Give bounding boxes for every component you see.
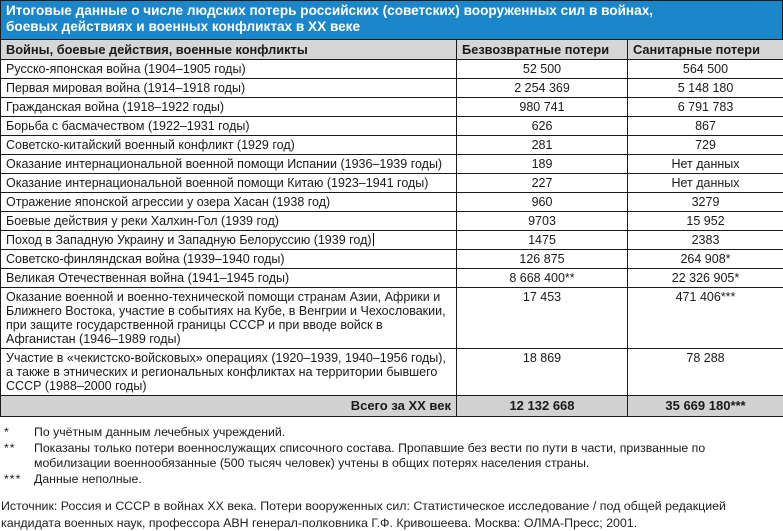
table-row — [1, 117, 783, 136]
war-name-cell: Оказание интернациональной военной помощи Испании (1936–1939 годы) — [1, 155, 457, 174]
war-name-cell: Советско-финляндская война (1939–1940 годы) — [1, 250, 457, 269]
total-row — [1, 396, 783, 417]
table-row — [1, 193, 783, 212]
sanitary-cell: 564 500 — [628, 60, 783, 79]
footnote-marker: *** — [0, 472, 34, 487]
war-name-cell: Советско-китайский военный конфликт (1929 год) — [1, 136, 457, 155]
irrecoverable-cell: 626 — [457, 117, 628, 136]
war-name-cell: Русско-японская война (1904–1905 годы) — [1, 60, 457, 79]
sanitary-cell: 15 952 — [628, 212, 783, 231]
table-row — [1, 60, 783, 79]
total-label-cell: Всего за XX век — [1, 396, 457, 417]
irrecoverable-cell: 227 — [457, 174, 628, 193]
table-row — [1, 155, 783, 174]
sanitary-cell: 264 908* — [628, 250, 783, 269]
footnote-marker: * — [0, 425, 34, 440]
footnote-item — [0, 441, 783, 471]
sanitary-cell: Нет данных — [628, 155, 783, 174]
footnote-text: Показаны только потери военнослужащих списочного состава. Пропавшие без вести по пути в части, призванные по мобилизации военнообязанные (500 тысяч человек) учтены в общих потерях населения страны. — [34, 441, 783, 471]
sanitary-cell: 5 148 180 — [628, 79, 783, 98]
sanitary-cell: 22 326 905* — [628, 269, 783, 288]
total-sanitary-cell: 35 669 180*** — [628, 396, 783, 417]
war-name-cell[interactable]: Поход в Западную Украину и Западную Белоруссию (1939 год) — [1, 231, 457, 250]
table-title-line1: Итоговые данные о числе людских потерь российских (советских) вооруженных сил в войнах, — [6, 3, 776, 19]
irrecoverable-cell: 281 — [457, 136, 628, 155]
column-header-sanitary: Санитарные потери — [628, 40, 783, 60]
table-title — [0, 0, 783, 40]
table-row — [1, 174, 783, 193]
war-name-cell: Гражданская война (1918–1922 годы) — [1, 98, 457, 117]
irrecoverable-cell: 980 741 — [457, 98, 628, 117]
table-body — [1, 60, 783, 396]
sanitary-cell: 78 288 — [628, 349, 783, 396]
irrecoverable-cell: 8 668 400** — [457, 269, 628, 288]
footnote-item — [0, 425, 783, 440]
war-name-cell: Участие в «чекистско-войсковых» операциях (1920–1939, 1940–1956 годы), а также в этнических и региональных конфликтах на территории бывшего СССР (1988–2000 годы) — [1, 349, 457, 396]
irrecoverable-cell: 18 869 — [457, 349, 628, 396]
sanitary-cell: 729 — [628, 136, 783, 155]
war-name-cell: Отражение японской агрессии у озера Хасан (1938 год) — [1, 193, 457, 212]
column-header-wars: Войны, боевые действия, военные конфликты — [1, 40, 457, 60]
war-name-cell: Великая Отечественная война (1941–1945 годы) — [1, 269, 457, 288]
sanitary-cell: 6 791 783 — [628, 98, 783, 117]
table-row — [1, 212, 783, 231]
table-row — [1, 79, 783, 98]
war-name-cell: Оказание интернациональной военной помощи Китаю (1923–1941 годы) — [1, 174, 457, 193]
war-name-cell: Борьба с басмачеством (1922–1931 годы) — [1, 117, 457, 136]
losses-table — [0, 39, 783, 417]
sanitary-cell: 2383 — [628, 231, 783, 250]
header-row — [1, 40, 783, 60]
table-row — [1, 288, 783, 349]
irrecoverable-cell: 9703 — [457, 212, 628, 231]
irrecoverable-cell: 17 453 — [457, 288, 628, 349]
irrecoverable-cell: 189 — [457, 155, 628, 174]
irrecoverable-cell: 52 500 — [457, 60, 628, 79]
total-irrecoverable-cell: 12 132 668 — [457, 396, 628, 417]
war-name-cell: Оказание военной и военно-технической помощи странам Азии, Африки и Ближнего Востока, участие в событиях на Кубе, в Венгрии и Чехословакии, при защите государственной границы СССР и при вводе войск в Афганистан (1946–1989 годы) — [1, 288, 457, 349]
table-row — [1, 136, 783, 155]
irrecoverable-cell: 1475 — [457, 231, 628, 250]
table-row — [1, 98, 783, 117]
table-row — [1, 231, 783, 250]
source-citation: Источник: Россия и СССР в войнах XX века. Потери вооруженных сил: Статистическое исследование / под общей редакцией кандидата военных наук, профессора АВН генерал-полковника Г.Ф. Кривошеева. Москва: ОЛМА-Пресс; 2001. — [0, 498, 783, 531]
footnotes — [0, 425, 783, 487]
table-title-line2: боевых действиях и военных конфликтах в XX веке — [6, 19, 776, 35]
sanitary-cell: 471 406*** — [628, 288, 783, 349]
footnote-item — [0, 472, 783, 487]
text-cursor — [373, 233, 374, 246]
sanitary-cell: 867 — [628, 117, 783, 136]
irrecoverable-cell: 2 254 369 — [457, 79, 628, 98]
war-name-cell: Первая мировая война (1914–1918 годы) — [1, 79, 457, 98]
table-row — [1, 269, 783, 288]
footnote-marker: ** — [0, 441, 34, 471]
war-name-cell: Боевые действия у реки Халхин-Гол (1939 год) — [1, 212, 457, 231]
column-header-irrecoverable: Безвозвратные потери — [457, 40, 628, 60]
footnote-text: По учётным данным лечебных учреждений. — [34, 425, 783, 440]
table-row — [1, 250, 783, 269]
irrecoverable-cell: 126 875 — [457, 250, 628, 269]
table-row — [1, 349, 783, 396]
footnote-text: Данные неполные. — [34, 472, 783, 487]
sanitary-cell: Нет данных — [628, 174, 783, 193]
irrecoverable-cell: 960 — [457, 193, 628, 212]
sanitary-cell: 3279 — [628, 193, 783, 212]
